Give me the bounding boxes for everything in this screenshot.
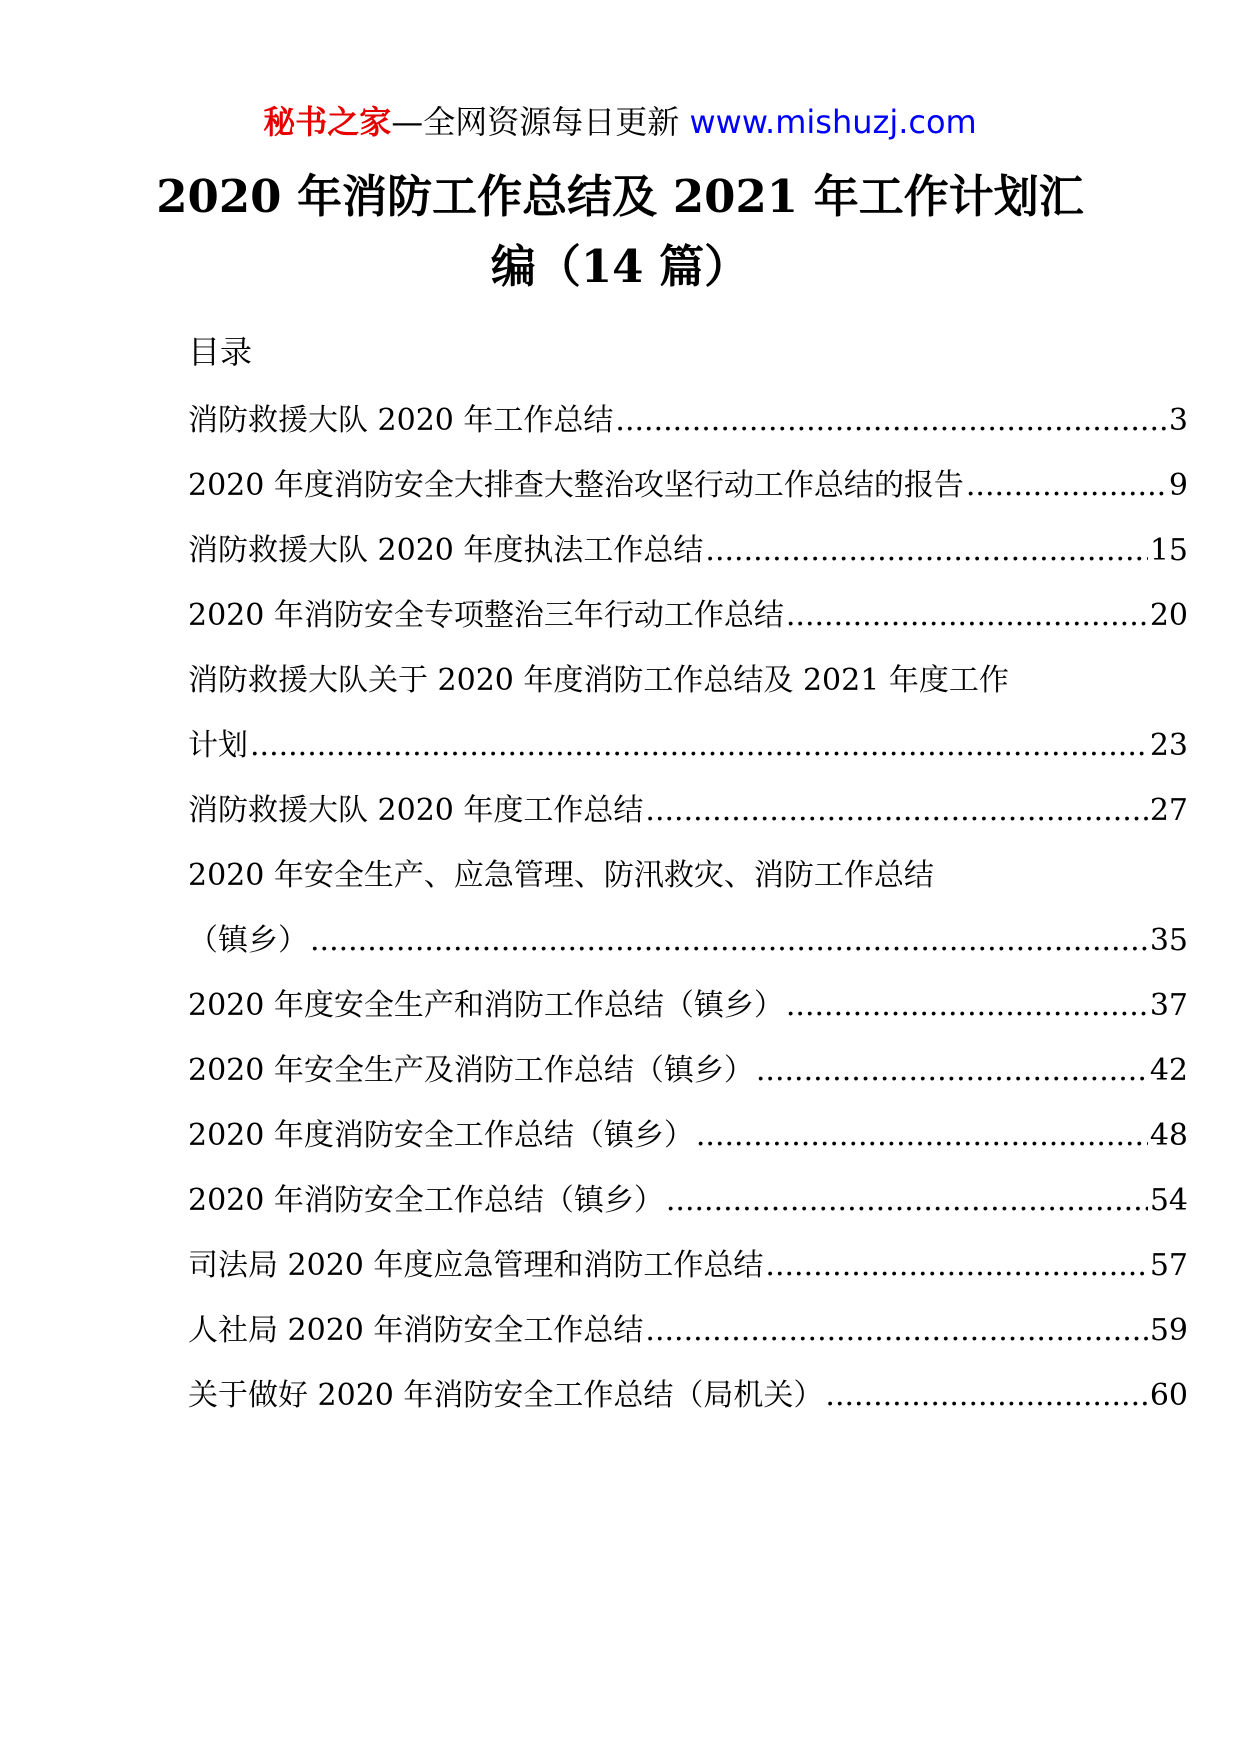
toc-dot-leader [615, 388, 1166, 453]
brand-name: 秘书之家 [263, 103, 392, 141]
toc-dot-leader [765, 1233, 1147, 1298]
toc-page-number: 59 [1149, 1313, 1188, 1348]
toc-entry[interactable] [188, 973, 1188, 1038]
toc-entry[interactable] [188, 518, 1188, 583]
toc-dot-leader [705, 518, 1147, 583]
toc-entry[interactable] [188, 1363, 1188, 1428]
toc-entry-row [188, 583, 1188, 648]
toc-entry-row [188, 1168, 1188, 1233]
toc-page-number: 60 [1149, 1378, 1188, 1413]
toc-entry-title: 消防救援大队 2020 年度执法工作总结 [188, 533, 704, 568]
toc-page-number: 35 [1149, 923, 1188, 958]
toc-entry-title: 关于做好 2020 年消防安全工作总结（局机关） [188, 1378, 824, 1413]
toc-dot-leader [786, 583, 1148, 648]
toc-entry-title: 2020 年安全生产及消防工作总结（镇乡） [188, 1053, 754, 1088]
toc-entry-row [188, 778, 1188, 843]
toc-page-number: 54 [1149, 1183, 1188, 1218]
toc-dot-leader [310, 908, 1148, 973]
toc-entry-title: 2020 年消防安全工作总结（镇乡） [188, 1183, 664, 1218]
toc-dot-leader [696, 1103, 1148, 1168]
toc-dot-leader [786, 973, 1148, 1038]
site-header [0, 100, 1240, 144]
toc-entry-row [188, 453, 1188, 518]
toc-entry-row [188, 908, 1188, 973]
toc-page-number: 9 [1168, 468, 1188, 503]
toc-page-number: 37 [1149, 988, 1188, 1023]
toc-entry-row [188, 1298, 1188, 1363]
toc-entry-title: 2020 年度消防安全工作总结（镇乡） [188, 1118, 694, 1153]
toc-page-number: 42 [1149, 1053, 1188, 1088]
toc-entry[interactable] [188, 1103, 1188, 1168]
document-title-line-2: 编（14 篇） [490, 240, 750, 293]
toc-entry-row [188, 1233, 1188, 1298]
toc-entry[interactable] [188, 1233, 1188, 1298]
toc-entry-title: 2020 年度消防安全大排查大整治攻坚行动工作总结的报告 [188, 468, 964, 503]
toc-page-number: 57 [1149, 1248, 1188, 1283]
toc-entry-title: 2020 年消防安全专项整治三年行动工作总结 [188, 598, 784, 633]
toc-entry[interactable] [188, 583, 1188, 648]
toc-entry-row [188, 1363, 1188, 1428]
toc-dot-leader [666, 1168, 1148, 1233]
toc-entry-title-first-line: 消防救援大队关于 2020 年度消防工作总结及 2021 年度工作 [188, 663, 1009, 698]
toc-entry[interactable] [188, 778, 1188, 843]
toc-entry-title: 消防救援大队 2020 年工作总结 [188, 403, 614, 438]
toc-entry-title: （镇乡） [188, 923, 308, 958]
toc-entry-title: 消防救援大队 2020 年度工作总结 [188, 793, 644, 828]
toc-dot-leader [250, 713, 1148, 778]
toc-dot-leader [966, 453, 1167, 518]
toc-page-number: 20 [1149, 598, 1188, 633]
toc-entry-title-first-line: 2020 年安全生产、应急管理、防汛救灾、消防工作总结 [188, 858, 934, 893]
toc-entry[interactable] [188, 843, 1188, 973]
site-url-link[interactable]: www.mishuzj.com [689, 103, 977, 141]
toc-page-number: 48 [1149, 1118, 1188, 1153]
toc-entry-title: 人社局 2020 年消防安全工作总结 [188, 1313, 644, 1348]
toc-entry[interactable] [188, 453, 1188, 518]
site-slogan: —全网资源每日更新 [391, 103, 690, 141]
toc-entry-row [188, 518, 1188, 583]
toc-page-number: 27 [1149, 793, 1188, 828]
toc-entry[interactable] [188, 1038, 1188, 1103]
toc-entry-title: 司法局 2020 年度应急管理和消防工作总结 [188, 1248, 764, 1283]
toc-page-number: 23 [1149, 728, 1188, 763]
document-title-line-1: 2020 年消防工作总结及 2021 年工作计划汇 [156, 170, 1084, 223]
toc-entry-row [188, 713, 1188, 778]
toc-entry-row [188, 388, 1188, 453]
toc-entry-row [188, 973, 1188, 1038]
toc-dot-leader [645, 1298, 1147, 1363]
toc-entry-title: 2020 年度安全生产和消防工作总结（镇乡） [188, 988, 784, 1023]
toc-entry-row [188, 1103, 1188, 1168]
toc-page-number: 3 [1168, 403, 1188, 438]
table-of-contents [188, 388, 1188, 1428]
toc-dot-leader [825, 1363, 1147, 1428]
toc-heading: 目录 [188, 333, 253, 371]
toc-entry[interactable] [188, 1298, 1188, 1363]
toc-entry[interactable] [188, 648, 1188, 778]
toc-entry-row [188, 1038, 1188, 1103]
toc-entry-title: 计划 [188, 728, 248, 763]
toc-page-number: 15 [1149, 533, 1188, 568]
toc-entry[interactable] [188, 388, 1188, 453]
toc-dot-leader [645, 778, 1147, 843]
toc-dot-leader [756, 1038, 1148, 1103]
toc-entry[interactable] [188, 1168, 1188, 1233]
document-title [150, 162, 1090, 302]
